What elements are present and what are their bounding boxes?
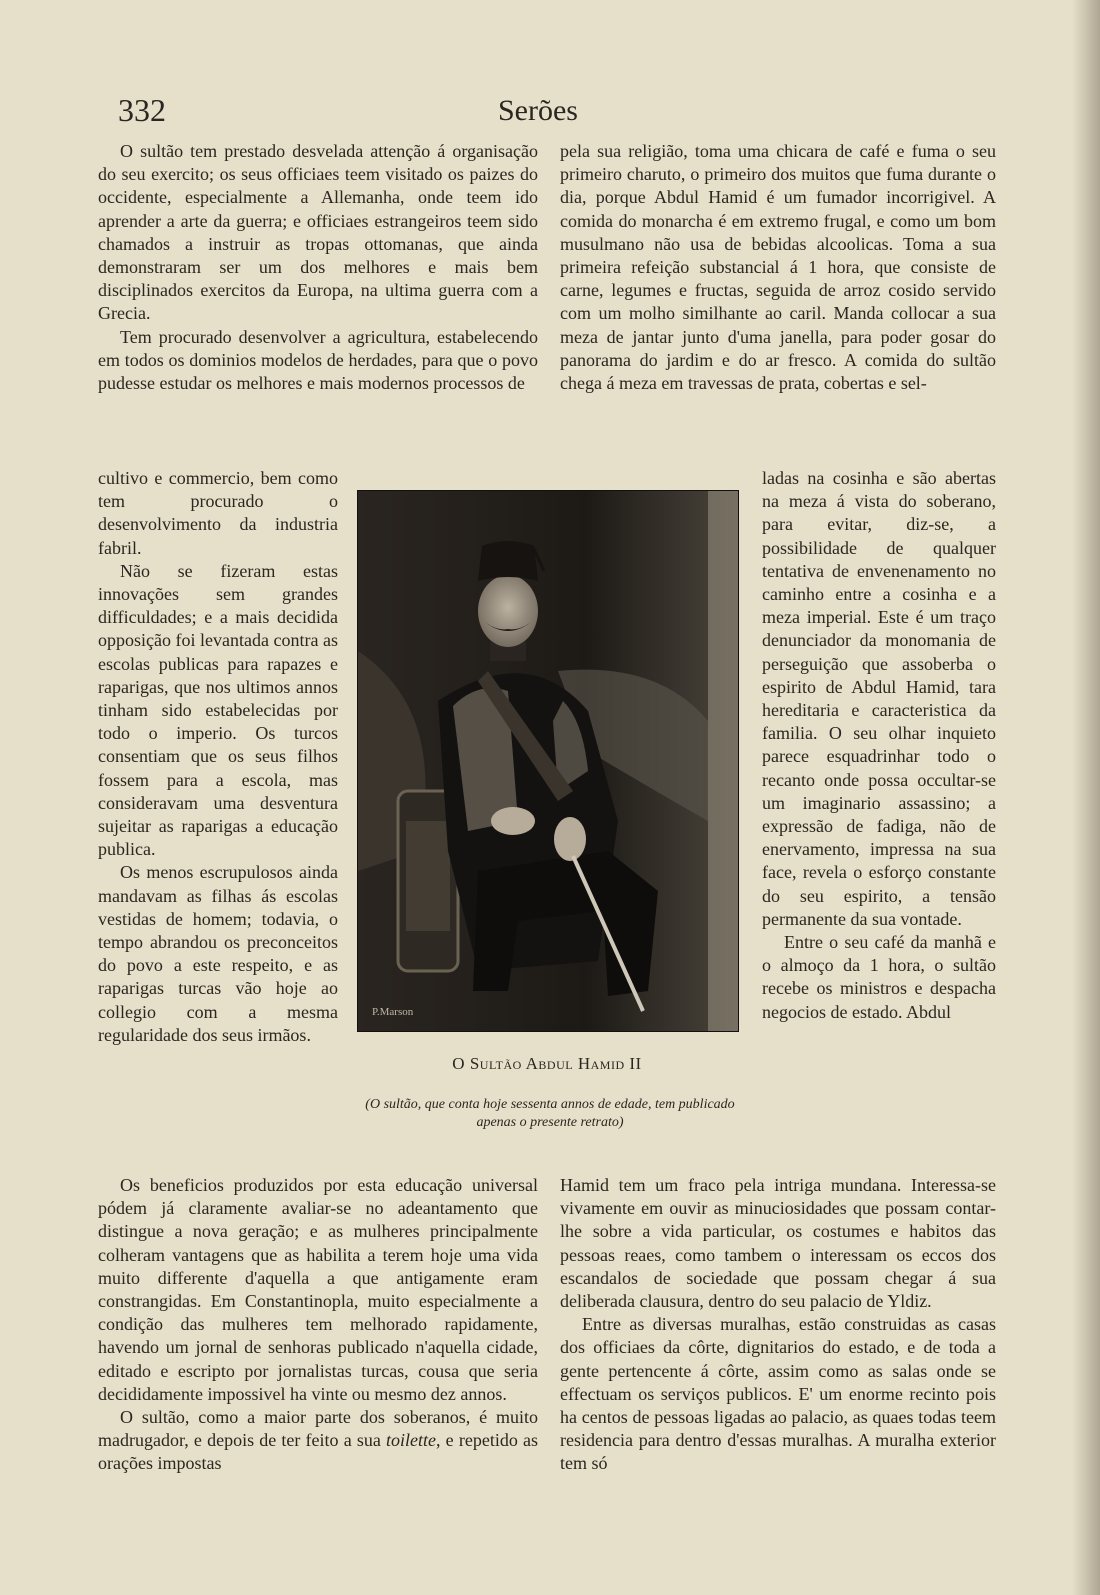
photo-signature: P.Marson xyxy=(372,1006,414,1018)
right-column-bottom xyxy=(560,1174,996,1476)
paragraph: Os beneficios produzidos por esta educação universal pódem já claramente avaliar-se no adeantamento que distingue a nova geração; e as mulheres principalmente colheram vantagens que as habilita a terem hoje uma vida muito differente d'aquella a que antigamente eram constrangidas. Em Constantinopla, muito especialmente a condição das mulheres tem melhorado rapidamente, havendo um jornal de senhoras publicado n'aquella cidade, editado e escripto por jornalistas turcas, cousa que seria decididamente impossivel ha vinte ou mesmo dez annos. xyxy=(98,1175,538,1404)
paragraph: ladas na cosinha e são abertas na meza á vista do soberano, para evitar, diz-se, a possibilidade de qualquer tentativa de envenenamento no caminho entre a cosinha e a meza imperial. Este é um traço denunciador da monomania de perseguição que assoberba o espirito de Abdul Hamid, tara hereditaria e caracteristica da familia. O seu olhar inquieto parece esquadrinhar todo o recanto onde possa occultar-se um imaginario assassino; a expressão de fadiga, não de enervamento, impressa na sua face, revela o esforço constante do seu espirito, a tensão permanente da sua vontade. xyxy=(762,468,996,929)
paragraph: O sultão tem prestado desvelada attenção á organisação do seu exercito; os seus officiaes teem visitado os paizes do occidente, especialmente a Allemanha, onde teem ido aprender a arte da guerra; e officiaes estrangeiros teem sido chamados a instruir as tropas ottomanas, que ainda demonstraram ser um dos melhores e mais bem disciplinados exercitos da Europa, na ultima guerra com a Grecia. xyxy=(98,141,538,324)
text-run: , e repetido as orações impostas xyxy=(98,1430,538,1474)
paragraph: Entre as diversas muralhas, estão construidas as casas dos officiaes da côrte, dignitarios do estado, e de toda a gente pertencente á côrte, assim como as salas onde se effectuam os serviços publicos. E' um enorme recinto pois ha centos de pessoas ligadas ao palacio, as quaes todas teem residencia para dentro d'essas muralhas. A muralha exterior tem só xyxy=(560,1314,996,1474)
paragraph xyxy=(98,1406,538,1476)
paragraph: Tem procurado desenvolver a agricultura, estabelecendo em todos os dominios modelos de herdades, para que o povo pudesse estudar os melhores e mais modernos processos de xyxy=(98,326,538,394)
left-column-bottom xyxy=(98,1174,538,1476)
page-number: 332 xyxy=(118,92,166,128)
text-run: O sultão, como a maior parte dos soberanos, é muito madrugador, e depois de ter feito a sua xyxy=(98,1407,538,1451)
paragraph: Não se fizeram estas innovações sem grandes difficuldades; e a mais decidida opposição foi levantada contra as escolas publicas para rapazes e raparigas, que nos ultimos annos tinham sido estabelecidas por todo o imperio. Os turcos consentiam que os seus filhos fossem para a escola, mas consideravam uma desventura sujeitar as raparigas a educação publica. xyxy=(98,560,338,860)
left-column-top xyxy=(98,140,538,395)
paragraph: Entre o seu café da manhã e o almoço da 1 hora, o sultão recebe os ministros e despacha negocios de estado. Abdul xyxy=(762,932,996,1022)
italic-word: toilette xyxy=(386,1430,437,1451)
paragraph: Hamid tem um fraco pela intriga mundana. Interessa-se vivamente em ouvir as minuciosidades que possam contar-lhe sobre a vida particular, os costumes e habitos das pessoas reaes, como tambem o interessam os eccos dos escandalos de sociedade que possam chegar á sua deliberada clausura, dentro do seu palacio de Yldiz. xyxy=(560,1175,996,1312)
paragraph: pela sua religião, toma uma chicara de café e fuma o seu primeiro charuto, o primeiro dos muitos que fuma durante o dia, porque Abdul Hamid é um fumador incorrigivel. A comida do monarcha é em extremo frugal, e como um bom musulmano não usa de bebidas alcoolicas. Toma a sua primeira refeição substancial á 1 hora, que consiste de carne, legumes e fructas, seguida de arroz cosido servido com um molho similhante ao caril. Manda collocar a sua meza de jantar junto d'uma janella, para poder gosar do panorama do jardim e do ar fresco. A comida do sultão chega á meza em travessas de prata, cobertas e sel- xyxy=(560,141,996,394)
running-title: Serões xyxy=(498,94,578,127)
right-column-narrow xyxy=(762,467,996,1024)
figure-caption-title: O Sultão Abdul Hamid II xyxy=(452,1054,642,1073)
portrait-photo xyxy=(357,490,739,1032)
figure-caption-note: (O sultão, que conta hoje sessenta annos de edade, tem publicado apenas o presente retrato) xyxy=(365,1097,735,1130)
portrait-illustration xyxy=(358,491,738,1031)
paragraph: Os menos escrupulosos ainda mandavam as filhas ás escolas vestidas de homem; todavia, o tempo abrandou os preconceitos do povo a este respeito, e as raparigas turcas vão hoje ao collegio com a mesma regularidade dos seus irmãos. xyxy=(98,862,338,1045)
page-edge-shadow xyxy=(1072,0,1100,1595)
left-column-narrow xyxy=(98,467,338,1047)
right-column-top xyxy=(560,140,996,395)
paragraph: cultivo e commercio, bem como tem procurado o desenvolvimento da industria fabril. xyxy=(98,468,338,558)
